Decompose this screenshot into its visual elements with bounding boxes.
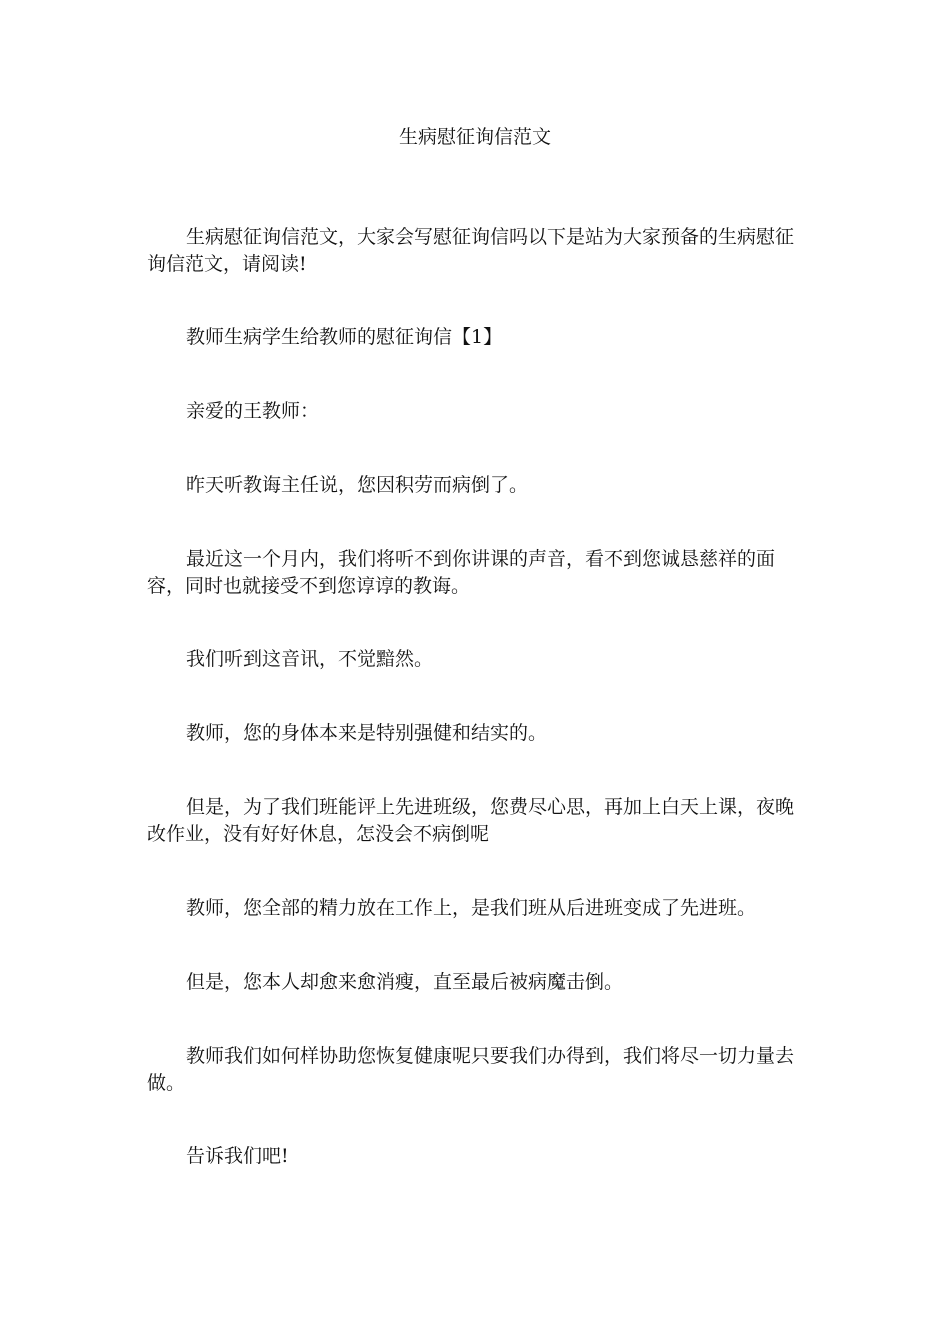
paragraph: 我们听到这音讯，不觉黯然。 xyxy=(186,648,434,670)
paragraph: 但是，为了我们班能评上先进班级，您费尽心思，再加上白天上课，夜晚改作业，没有好好休息，怎没会不病倒呢 xyxy=(147,796,795,845)
paragraph: 教师，您全部的精力放在工作上，是我们班从后进班变成了先进班。 xyxy=(186,897,757,919)
paragraph-salutation: 亲爱的王教师： xyxy=(186,400,320,422)
document-title: 生病慰征询信范文 xyxy=(398,126,551,148)
paragraph: 昨天听教诲主任说，您因积劳而病倒了。 xyxy=(186,474,529,496)
paragraph-closing: 告诉我们吧! xyxy=(186,1145,289,1167)
paragraph-heading: 教师生病学生给教师的慰征询信【1】 xyxy=(186,326,503,348)
paragraph: 教师我们如何样协助您恢复健康呢只要我们办得到，我们将尽一切力量去做。 xyxy=(147,1045,795,1094)
paragraph: 但是，您本人却愈来愈消瘦，直至最后被病魔击倒。 xyxy=(186,971,624,993)
paragraph: 最近这一个月内，我们将听不到你讲课的声音，看不到您诚恳慈祥的面容，同时也就接受不到您谆谆的教诲。 xyxy=(147,548,776,597)
paragraph: 教师，您的身体本来是特别强健和结实的。 xyxy=(186,722,548,744)
paragraph-intro: 生病慰征询信范文，大家会写慰征询信吗以下是站为大家预备的生病慰征询信范文，请阅读! xyxy=(147,226,795,275)
